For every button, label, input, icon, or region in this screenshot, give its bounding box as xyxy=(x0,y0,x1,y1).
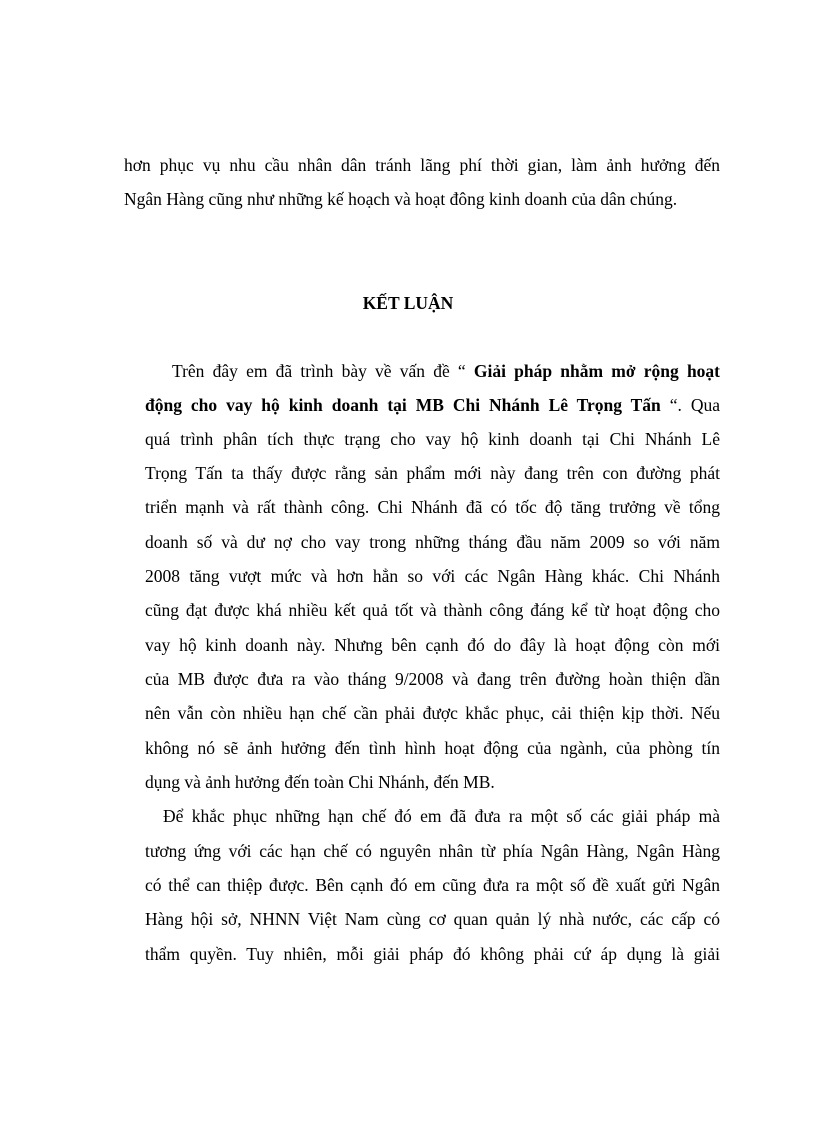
paragraph-1-line-11: nên vẫn còn nhiều hạn chế cần phải được khắc phục, cải thiện kịp thời. Nếu xyxy=(145,703,720,723)
paragraph-2-line-2: tương ứng với các hạn chế có nguyên nhân từ phía Ngân Hàng, Ngân Hàng xyxy=(145,841,720,861)
section-heading: KẾT LUẬN xyxy=(362,293,454,313)
paragraph-2-line-5: thẩm quyền. Tuy nhiên, mỗi giải pháp đó không phải cứ áp dụng là giải xyxy=(145,944,720,964)
paragraph-1-line-9: vay hộ kinh doanh này. Nhưng bên cạnh đó do đây là hoạt động còn mới xyxy=(145,635,720,655)
paragraph-1-line-3: quá trình phân tích thực trạng cho vay hộ kinh doanh tại Chi Nhánh Lê xyxy=(145,429,720,449)
paragraph-1-line-1 xyxy=(172,359,720,383)
paragraph-1-line-7: 2008 tăng vượt mức và hơn hẳn so với các Ngân Hàng khác. Chi Nhánh xyxy=(145,566,720,586)
paragraph-2-line-3: có thể can thiệp được. Bên cạnh đó em cũng đưa ra một số đề xuất gửi Ngân xyxy=(145,875,720,895)
paragraph-1-topic-bold-1: Giải pháp nhằm mở rộng hoạt xyxy=(473,361,720,381)
paragraph-2-line-1: Để khắc phục những hạn chế đó em đã đưa ra một số các giải pháp mà xyxy=(163,806,720,826)
paragraph-1-intro-text: Trên đây em đã trình bày về vấn đề “ xyxy=(172,361,474,381)
continuation-line-2: Ngân Hàng cũng như những kế hoạch và hoạt đông kinh doanh của dân chúng. xyxy=(124,189,678,209)
paragraph-1-line-6: doanh số và dư nợ cho vay trong những tháng đầu năm 2009 so với năm xyxy=(145,532,720,552)
paragraph-1-line-10: của MB được đưa ra vào tháng 9/2008 và đang trên đường hoàn thiện dần xyxy=(145,669,720,689)
paragraph-1-line-2 xyxy=(145,393,720,417)
paragraph-1-line-5: triển mạnh và rất thành công. Chi Nhánh đã có tốc độ tăng trưởng về tổng xyxy=(145,497,720,517)
paragraph-1-topic-bold-2: động cho vay hộ kinh doanh tại MB Chi Nhánh Lê Trọng Tấn xyxy=(145,395,661,415)
paragraph-1-line-8: cũng đạt được khá nhiều kết quả tốt và thành công đáng kể từ hoạt động cho xyxy=(145,600,720,620)
paragraph-1-line-2-suffix: “. Qua xyxy=(660,395,720,415)
paragraph-2-line-4: Hàng hội sở, NHNN Việt Nam cùng cơ quan quản lý nhà nước, các cấp có xyxy=(145,909,720,929)
continuation-line-1: hơn phục vụ nhu cầu nhân dân tránh lãng phí thời gian, làm ảnh hưởng đến xyxy=(124,155,720,175)
paragraph-1-line-13: dụng và ảnh hưởng đến toàn Chi Nhánh, đến MB. xyxy=(145,772,495,792)
paragraph-1-line-12: không nó sẽ ảnh hưởng đến tình hình hoạt động của ngành, của phòng tín xyxy=(145,738,720,758)
paragraph-1-line-4: Trọng Tấn ta thấy được rằng sản phẩm mới này đang trên con đường phát xyxy=(145,463,720,483)
